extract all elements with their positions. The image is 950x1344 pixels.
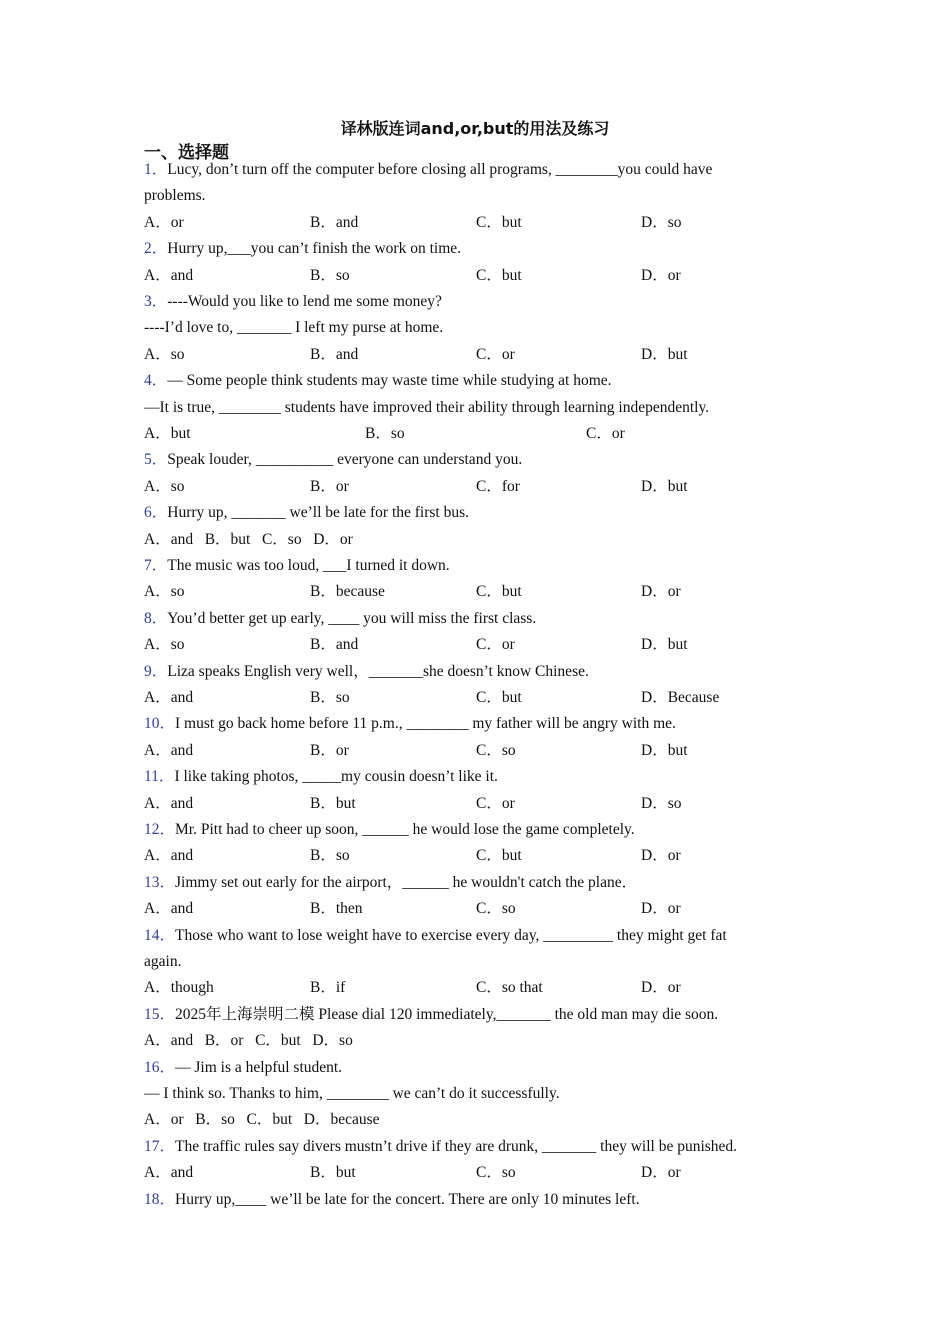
question-text: The music was too loud, ___I turned it down. — [167, 557, 450, 574]
answer-option[interactable]: B．if — [310, 979, 346, 997]
answer-options-inline[interactable]: A．and B．or C．but D．so — [144, 1032, 353, 1050]
question-number: 9． — [144, 662, 168, 680]
answer-option[interactable]: B．or — [310, 741, 349, 759]
question-stem — [144, 662, 589, 682]
question-text: I like taking photos, _____my cousin doesn’t like it. — [174, 768, 498, 786]
question-text: The traffic rules say divers mustn’t drive if they are drunk, _______ they will be punished. — [175, 1137, 738, 1155]
question-text: Mr. Pitt had to cheer up soon, ______ he would lose the game completely. — [175, 821, 635, 838]
question-number: 7． — [144, 557, 168, 574]
question-stem — [144, 160, 712, 180]
question-number: 16． — [144, 1058, 176, 1076]
answer-option[interactable]: A．though — [144, 979, 214, 997]
answer-option[interactable]: D．or — [641, 583, 681, 601]
question-text: You’d better get up early, ____ you will miss the first class. — [167, 609, 537, 627]
question-stem — [144, 371, 612, 391]
question-stem — [144, 450, 522, 470]
answer-option[interactable]: B．and — [310, 213, 359, 231]
question-text: Hurry up,___you can’t finish the work on time. — [167, 240, 462, 258]
answer-option[interactable]: A．so — [144, 477, 185, 495]
question-number: 12． — [144, 821, 176, 838]
question-text: Hurry up,____ we’ll be late for the concert. There are only 10 minutes left. — [175, 1190, 640, 1208]
answer-option[interactable]: B．or — [310, 477, 349, 495]
question-number: 11． — [144, 768, 175, 786]
question-stem — [144, 1137, 737, 1157]
question-stem — [144, 820, 635, 840]
question-stem — [144, 1005, 718, 1025]
answer-option[interactable]: A．and — [144, 847, 194, 865]
answer-option[interactable]: C．so — [476, 900, 516, 918]
question-stem-continued — [144, 398, 709, 418]
question-stem — [144, 1058, 342, 1078]
section-heading: 一、选择题 — [144, 143, 229, 163]
answer-option[interactable]: B．so — [310, 689, 350, 706]
answer-option[interactable]: D．or — [641, 847, 681, 865]
answer-option[interactable]: C．so that — [476, 979, 543, 997]
answer-option[interactable]: A．but — [144, 425, 191, 442]
question-stem — [144, 503, 469, 523]
answer-option[interactable]: B．so — [365, 425, 405, 442]
answer-option[interactable]: B．but — [310, 794, 356, 812]
question-text: Liza speaks English very well，_______she doesn’t know Chinese. — [167, 662, 589, 680]
question-text: — I think so. Thanks to him, ________ we can’t do it successfully. — [144, 1085, 560, 1102]
question-number: 15． — [144, 1005, 176, 1023]
answer-option[interactable]: D．Because — [641, 689, 720, 706]
answer-option[interactable]: D．so — [641, 794, 682, 812]
answer-options-inline[interactable]: A．and B．but C．so D．or — [144, 530, 353, 548]
answer-option[interactable]: D．or — [641, 1164, 681, 1182]
answer-option[interactable]: A．or — [144, 213, 184, 231]
answer-option[interactable]: D．but — [641, 741, 688, 759]
answer-option[interactable]: A．so — [144, 636, 185, 654]
answer-option[interactable]: C．but — [476, 266, 522, 284]
answer-option[interactable]: C．but — [476, 213, 522, 231]
answer-option[interactable]: A．and — [144, 794, 194, 812]
question-stem — [144, 873, 637, 893]
question-number: 5． — [144, 451, 168, 469]
question-number: 18． — [144, 1190, 176, 1208]
question-stem-continued — [144, 952, 181, 972]
answer-option[interactable]: A．so — [144, 583, 185, 601]
answer-option[interactable]: A．and — [144, 689, 194, 706]
question-stem — [144, 767, 498, 787]
answer-option[interactable]: A．and — [144, 266, 194, 284]
answer-option[interactable]: A．so — [144, 345, 185, 363]
question-stem — [144, 556, 450, 576]
answer-option[interactable]: D．but — [641, 345, 688, 363]
answer-option[interactable]: D．or — [641, 979, 681, 997]
question-text: Lucy, don’t turn off the computer before closing all programs, ________you could have — [167, 161, 713, 178]
question-number: 6． — [144, 504, 168, 522]
question-text: — Some people think students may waste time while studying at home. — [167, 372, 612, 390]
answer-option[interactable]: C．but — [476, 689, 522, 706]
page-title: 译林版连词and,or,but的用法及练习 — [340, 119, 610, 138]
question-text: — Jim is a helpful student. — [175, 1058, 343, 1076]
answer-option[interactable]: C．or — [476, 794, 515, 812]
question-number: 14． — [144, 926, 176, 944]
question-number: 2． — [144, 240, 168, 258]
answer-option[interactable]: C．or — [476, 345, 515, 363]
question-number: 13． — [144, 873, 176, 891]
question-number: 10． — [144, 715, 176, 733]
question-stem — [144, 714, 676, 734]
question-text: problems. — [144, 187, 206, 205]
question-text: Speak louder, __________ everyone can understand you. — [167, 451, 523, 469]
question-text: Jimmy set out early for the airport，______ he wouldn't catch the plane． — [175, 873, 638, 891]
question-number: 17． — [144, 1137, 176, 1155]
answer-option[interactable]: B．because — [310, 583, 385, 601]
answer-options-inline[interactable]: A．or B．so C．but D．because — [144, 1111, 380, 1129]
question-text: —It is true, ________ students have improved their ability through learning independently. — [144, 398, 710, 416]
question-stem-continued — [144, 1084, 560, 1104]
answer-option[interactable]: C．so — [476, 741, 516, 759]
answer-option[interactable]: B．and — [310, 345, 359, 363]
question-text: I must go back home before 11 p.m., ________ my father will be angry with me. — [175, 715, 676, 733]
question-stem — [144, 609, 536, 629]
answer-option[interactable]: C．but — [476, 583, 522, 601]
question-stem — [144, 239, 461, 259]
question-number: 1． — [144, 161, 168, 178]
answer-option[interactable]: B．so — [310, 847, 350, 865]
question-text: ----I’d love to, _______ I left my purse at home. — [144, 319, 444, 337]
answer-option[interactable]: D．or — [641, 266, 681, 284]
question-stem — [144, 1190, 640, 1210]
answer-option[interactable]: D．but — [641, 477, 688, 495]
answer-option[interactable]: D．but — [641, 636, 688, 654]
answer-option[interactable]: C．or — [476, 636, 515, 654]
question-number: 4． — [144, 372, 168, 390]
answer-option[interactable]: A．and — [144, 1164, 194, 1182]
answer-option[interactable]: A．and — [144, 900, 194, 918]
answer-option[interactable]: C．or — [586, 425, 625, 442]
answer-option[interactable]: C．but — [476, 847, 522, 865]
answer-option[interactable]: B．so — [310, 266, 350, 284]
question-number: 8． — [144, 609, 168, 627]
answer-option[interactable]: B．then — [310, 900, 363, 918]
question-text: 2025年上海崇明二模 Please dial 120 immediately,_______ the old man may die soon. — [175, 1005, 719, 1023]
answer-option[interactable]: D．so — [641, 213, 682, 231]
question-stem-continued — [144, 186, 206, 206]
answer-option[interactable]: C．for — [476, 477, 520, 495]
answer-option[interactable]: C．so — [476, 1164, 516, 1182]
question-stem-continued — [144, 318, 443, 338]
question-text: Hurry up, _______ we’ll be late for the first bus. — [167, 504, 470, 522]
question-number: 3． — [144, 293, 168, 310]
answer-option[interactable]: D．or — [641, 900, 681, 918]
question-text: ----Would you like to lend me some money? — [167, 293, 442, 310]
answer-option[interactable]: B．and — [310, 636, 359, 654]
answer-option[interactable]: A．and — [144, 741, 194, 759]
question-stem — [144, 292, 442, 312]
question-text: Those who want to lose weight have to exercise every day, _________ they might get fat — [175, 926, 727, 944]
question-stem — [144, 926, 727, 946]
question-text: again. — [144, 953, 182, 970]
answer-option[interactable]: B．but — [310, 1164, 356, 1182]
